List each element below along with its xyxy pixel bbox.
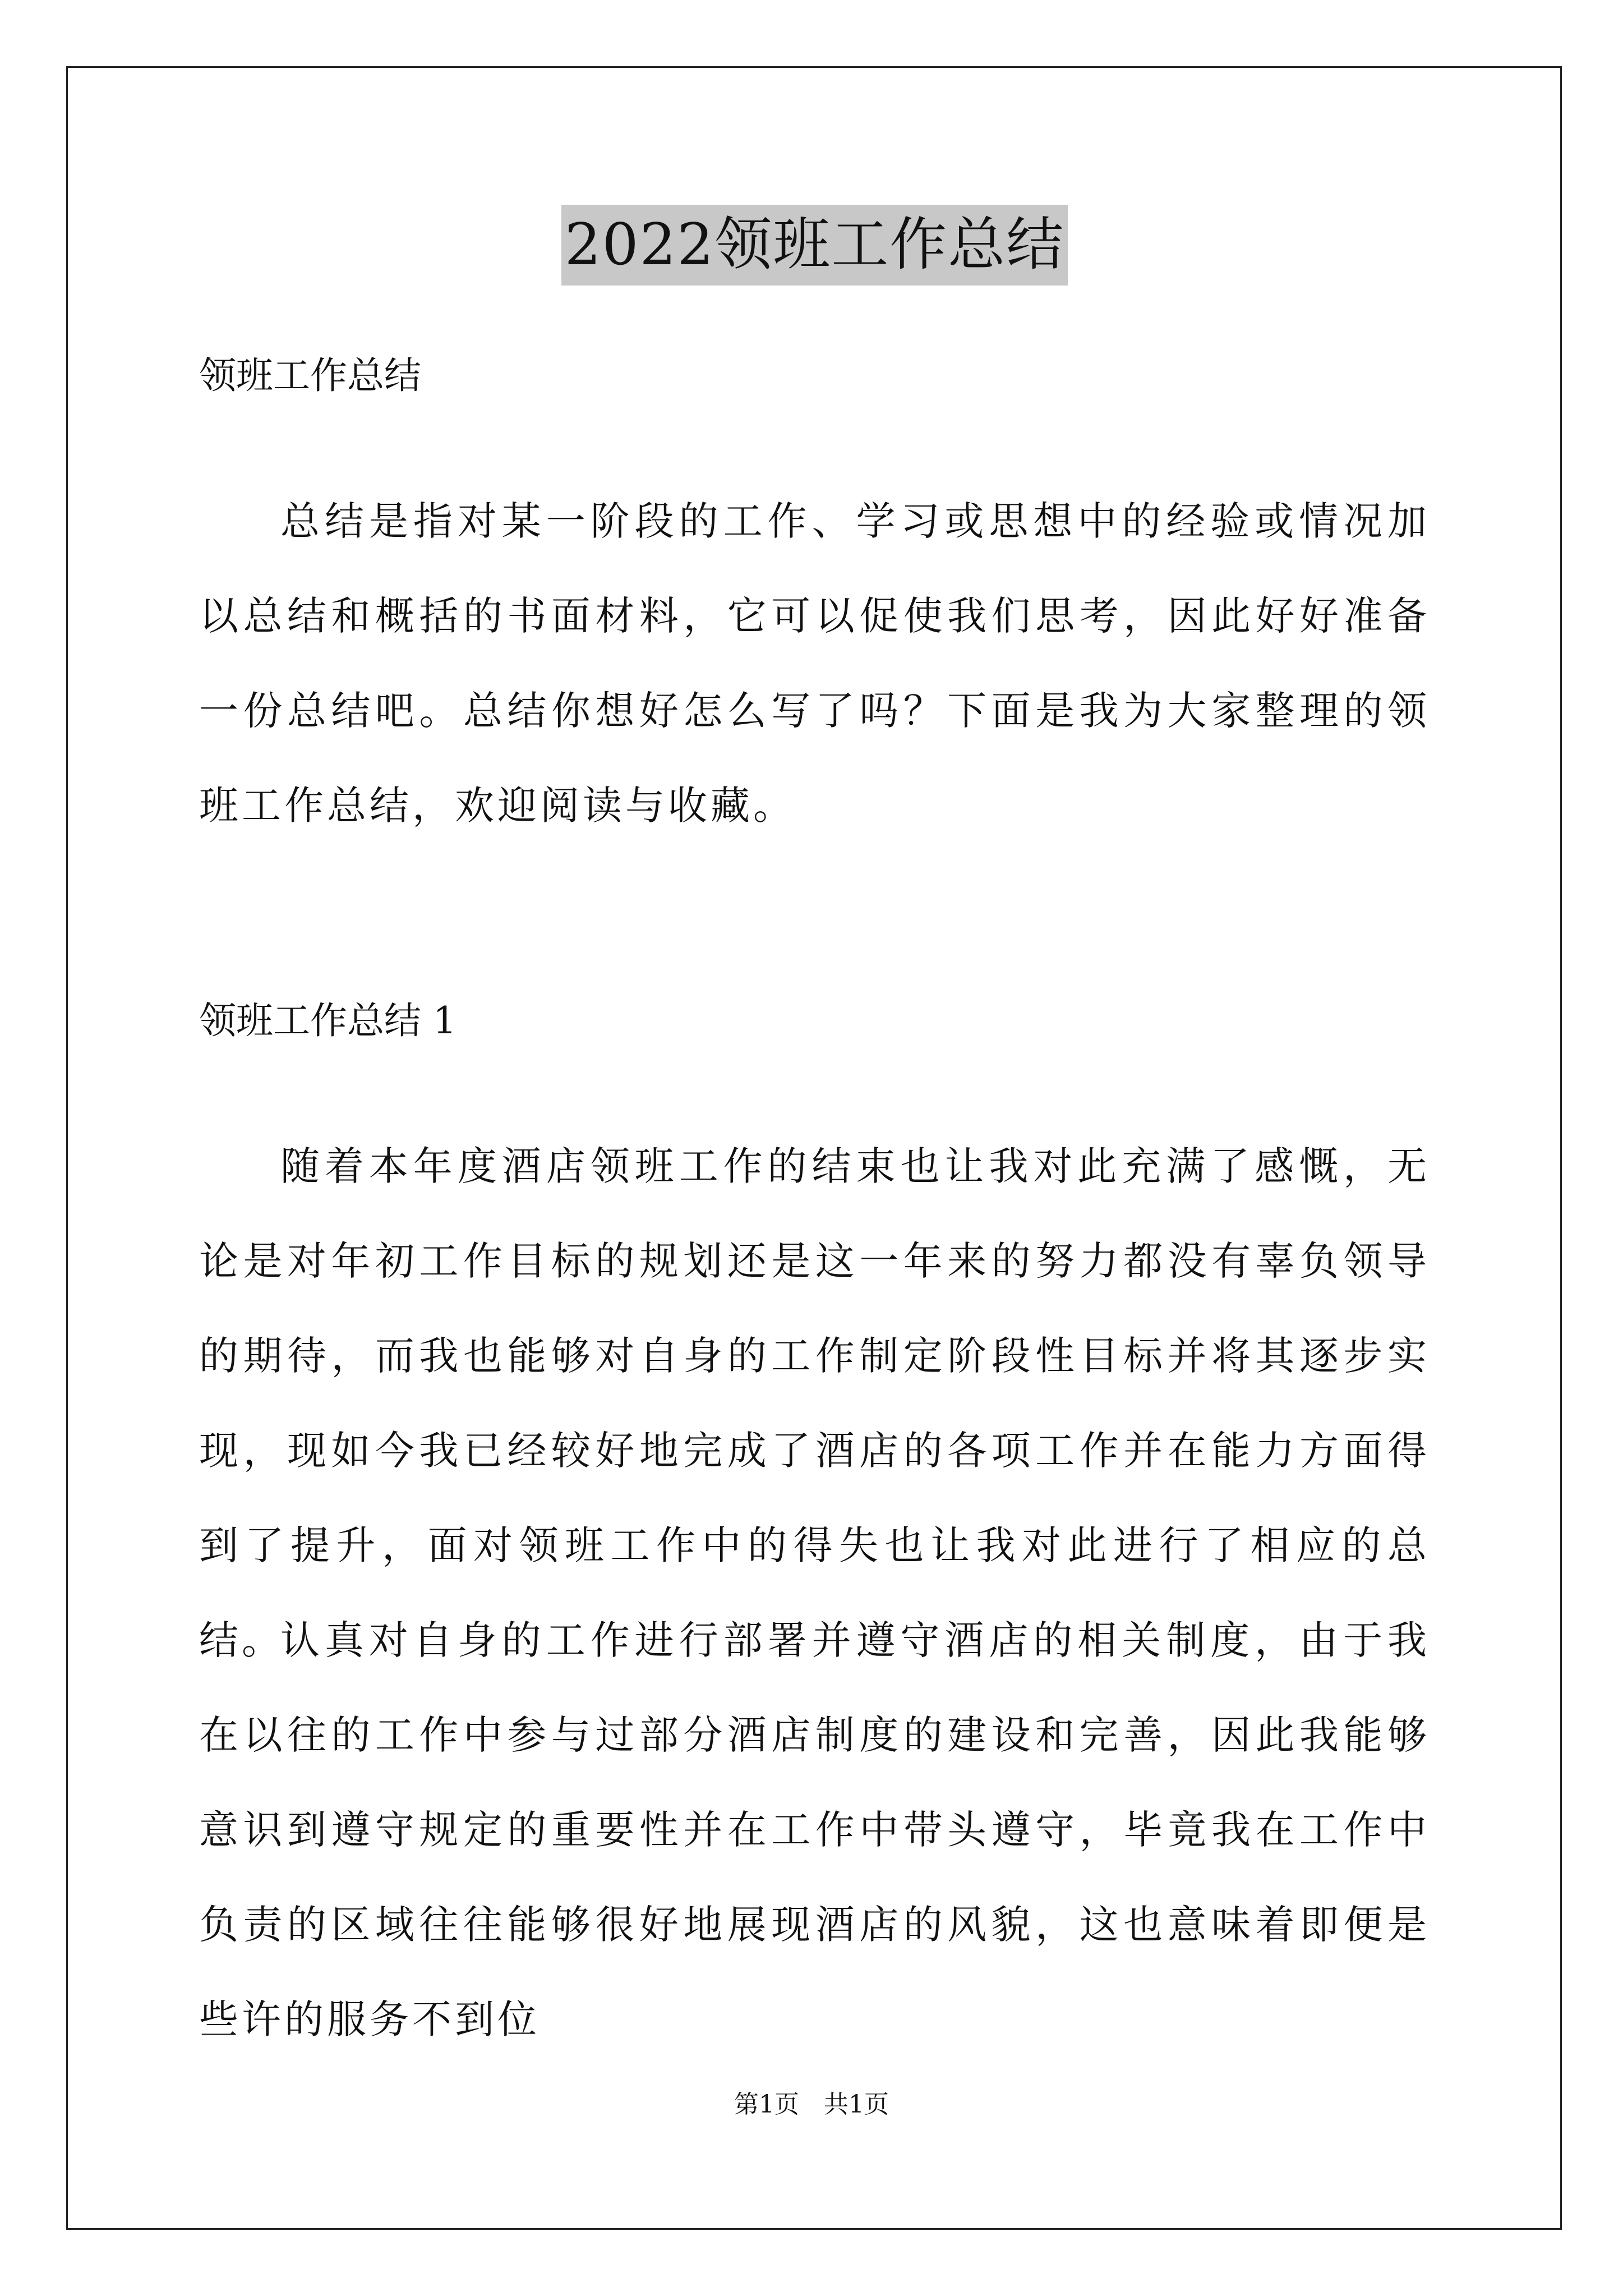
section1-paragraph-2: 认真对自身的工作进行部署并遵守酒店的相关制度，由于我在以往的工作中参与过部分酒店制度的建设和完善，因此我能够意识到遵守规定的重要性并在工作中带头遵守，毕竟我在工作中负责的区域往往能够很好地展现酒店的风貌，这也意味着即便是些许的服务不到位 (199, 1617, 1430, 2042)
section1-paragraph-1: 随着本年度酒店领班工作的结束也让我对此充满了感慨，无论是对年初工作目标的规划还是这一年来的努力都没有辜负领导的期待，而我也能够对自身的工作制定阶段性目标并将其逐步实现，现如今我已经较好地完成了酒店的各项工作并在能力方面得到了提升，面对领班工作中的得失也让我对此进行了相应的总结。 (199, 1143, 1430, 1663)
intro-heading: 领班工作总结 (199, 354, 421, 397)
section1-heading: 领班工作总结 1 (199, 999, 457, 1042)
page-footer: 第1页 共1页 (734, 2090, 889, 2119)
document-title: 2022领班工作总结 (561, 205, 1068, 286)
intro-paragraph: 总结是指对某一阶段的工作、学习或思想中的经验或情况加以总结和概括的书面材料，它可以促使我们思考，因此好好准备一份总结吧。总结你想好怎么写了吗？下面是我为大家整理的领班工作总结，欢迎阅读与收藏。 (199, 498, 1430, 829)
title-wrap (199, 205, 1430, 286)
